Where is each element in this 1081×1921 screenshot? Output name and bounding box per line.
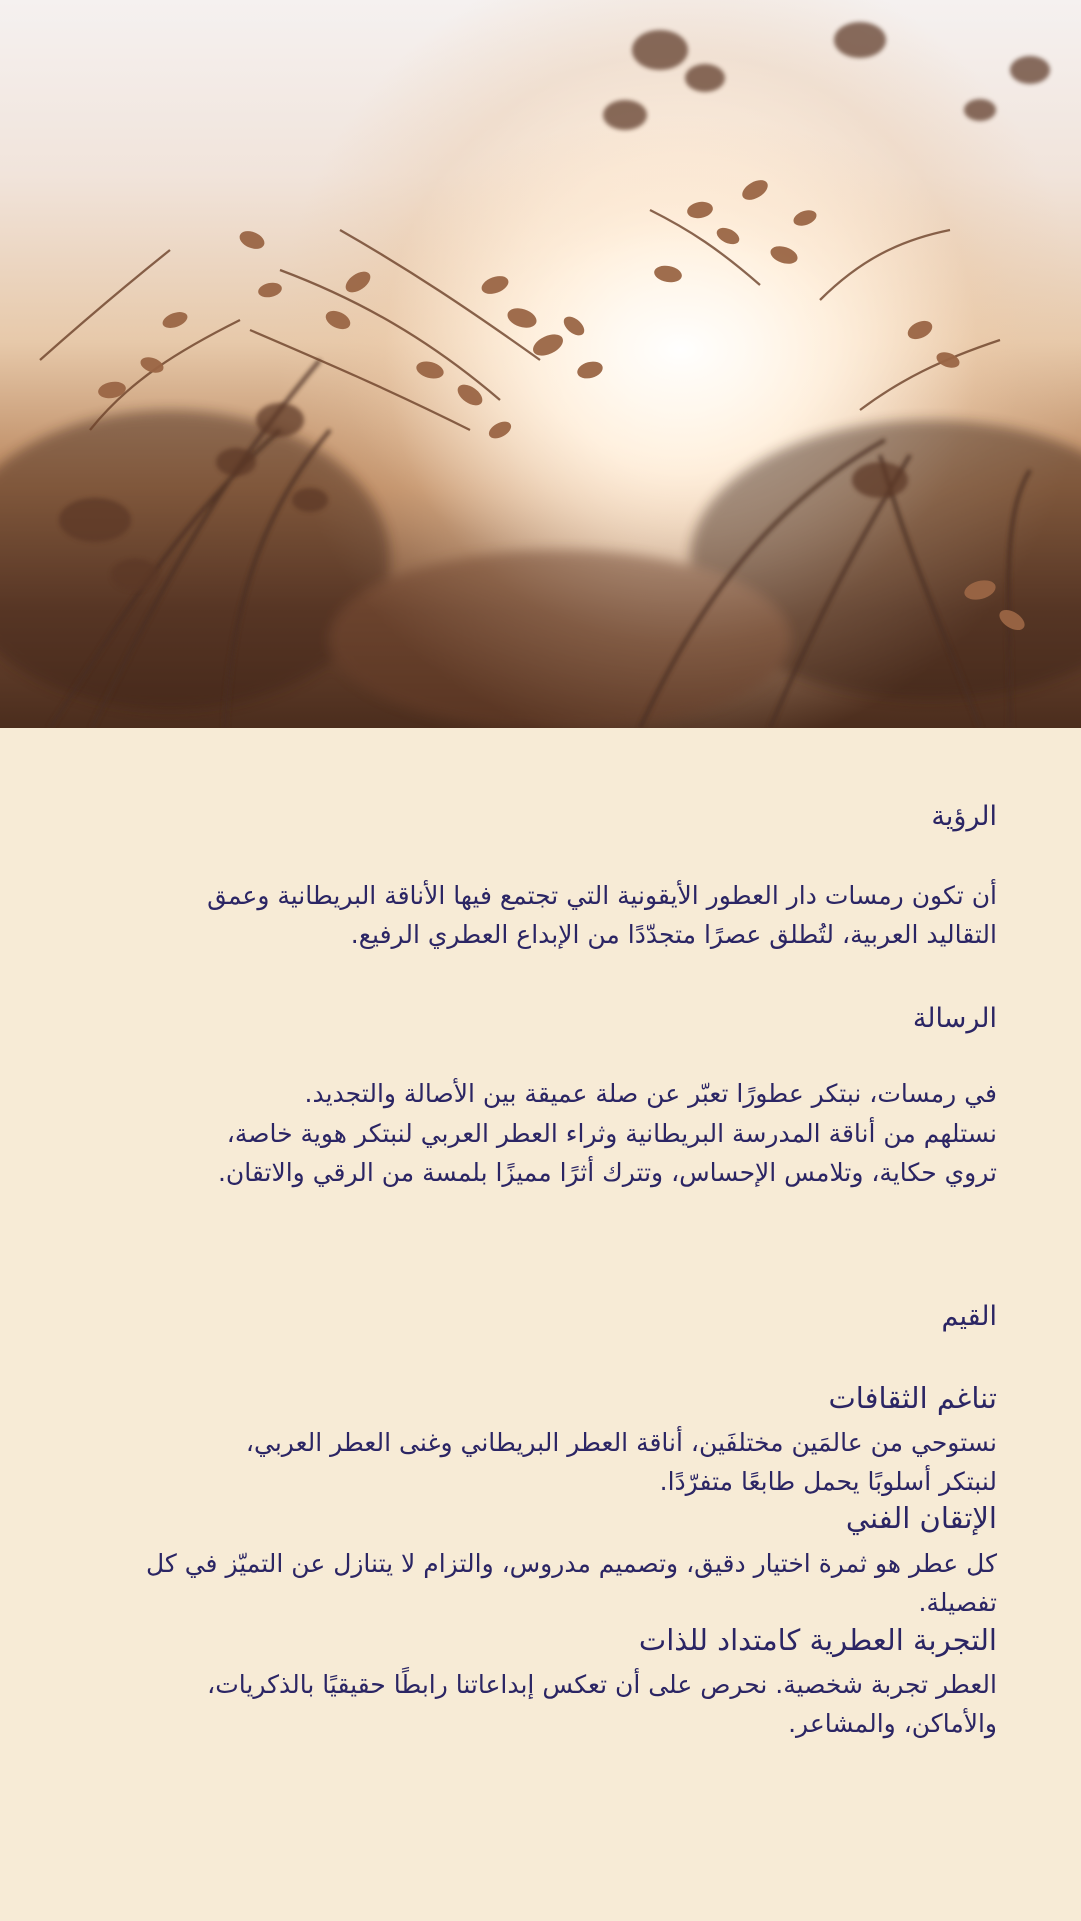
values-title: القيم (941, 1301, 997, 1332)
mission-line-2: نستلهم من أناقة المدرسة البريطانية وثراء العطر العربي لنبتكر هوية خاصة، (226, 1119, 997, 1148)
value-cultures-line-1: نستوحي من عالمَين مختلفَين، أناقة العطر البريطاني وغنى العطر العربي، (245, 1428, 997, 1457)
value-heading-craftsmanship: الإتقان الفني (845, 1501, 997, 1535)
value-craftsmanship-line-1: كل عطر هو ثمرة اختيار دقيق، وتصميم مدروس، والتزام لا يتنازل عن التميّز في كل (145, 1549, 997, 1578)
mission-line-3: تروي حكاية، وتلامس الإحساس، وتترك أثرًا مميزًا بلمسة من الرقي والاتقان. (217, 1158, 997, 1187)
value-heading-self-expression: التجربة العطرية كامتداد للذات (638, 1623, 997, 1657)
value-cultures-line-2: لنبتكر أسلوبًا يحمل طابعًا متفرّدًا. (659, 1467, 997, 1496)
value-self-expression-line-1: العطر تجربة شخصية. نحرص على أن تعكس إبداعاتنا رابطًا حقيقيًا بالذكريات، (207, 1670, 997, 1699)
value-self-expression-line-2: والأماكن، والمشاعر. (788, 1709, 997, 1738)
value-heading-cultures: تناغم الثقافات (828, 1381, 997, 1415)
content-area (0, 728, 1081, 1921)
value-craftsmanship-line-2: تفصيلة. (918, 1588, 997, 1617)
vision-title: الرؤية (931, 801, 997, 832)
hero-image (0, 0, 1081, 728)
mission-line-1: في رمسات، نبتكر عطورًا تعبّر عن صلة عميقة بين الأصالة والتجديد. (304, 1079, 997, 1108)
hero-photo-illustration (0, 0, 1081, 728)
vision-line-1: أن تكون رمسات دار العطور الأيقونية التي تجتمع فيها الأناقة البريطانية وعمق (207, 881, 997, 910)
vision-line-2: التقاليد العربية، لتُطلق عصرًا متجدّدًا من الإبداع العطري الرفيع. (350, 920, 997, 949)
mission-title: الرسالة (912, 1003, 997, 1034)
